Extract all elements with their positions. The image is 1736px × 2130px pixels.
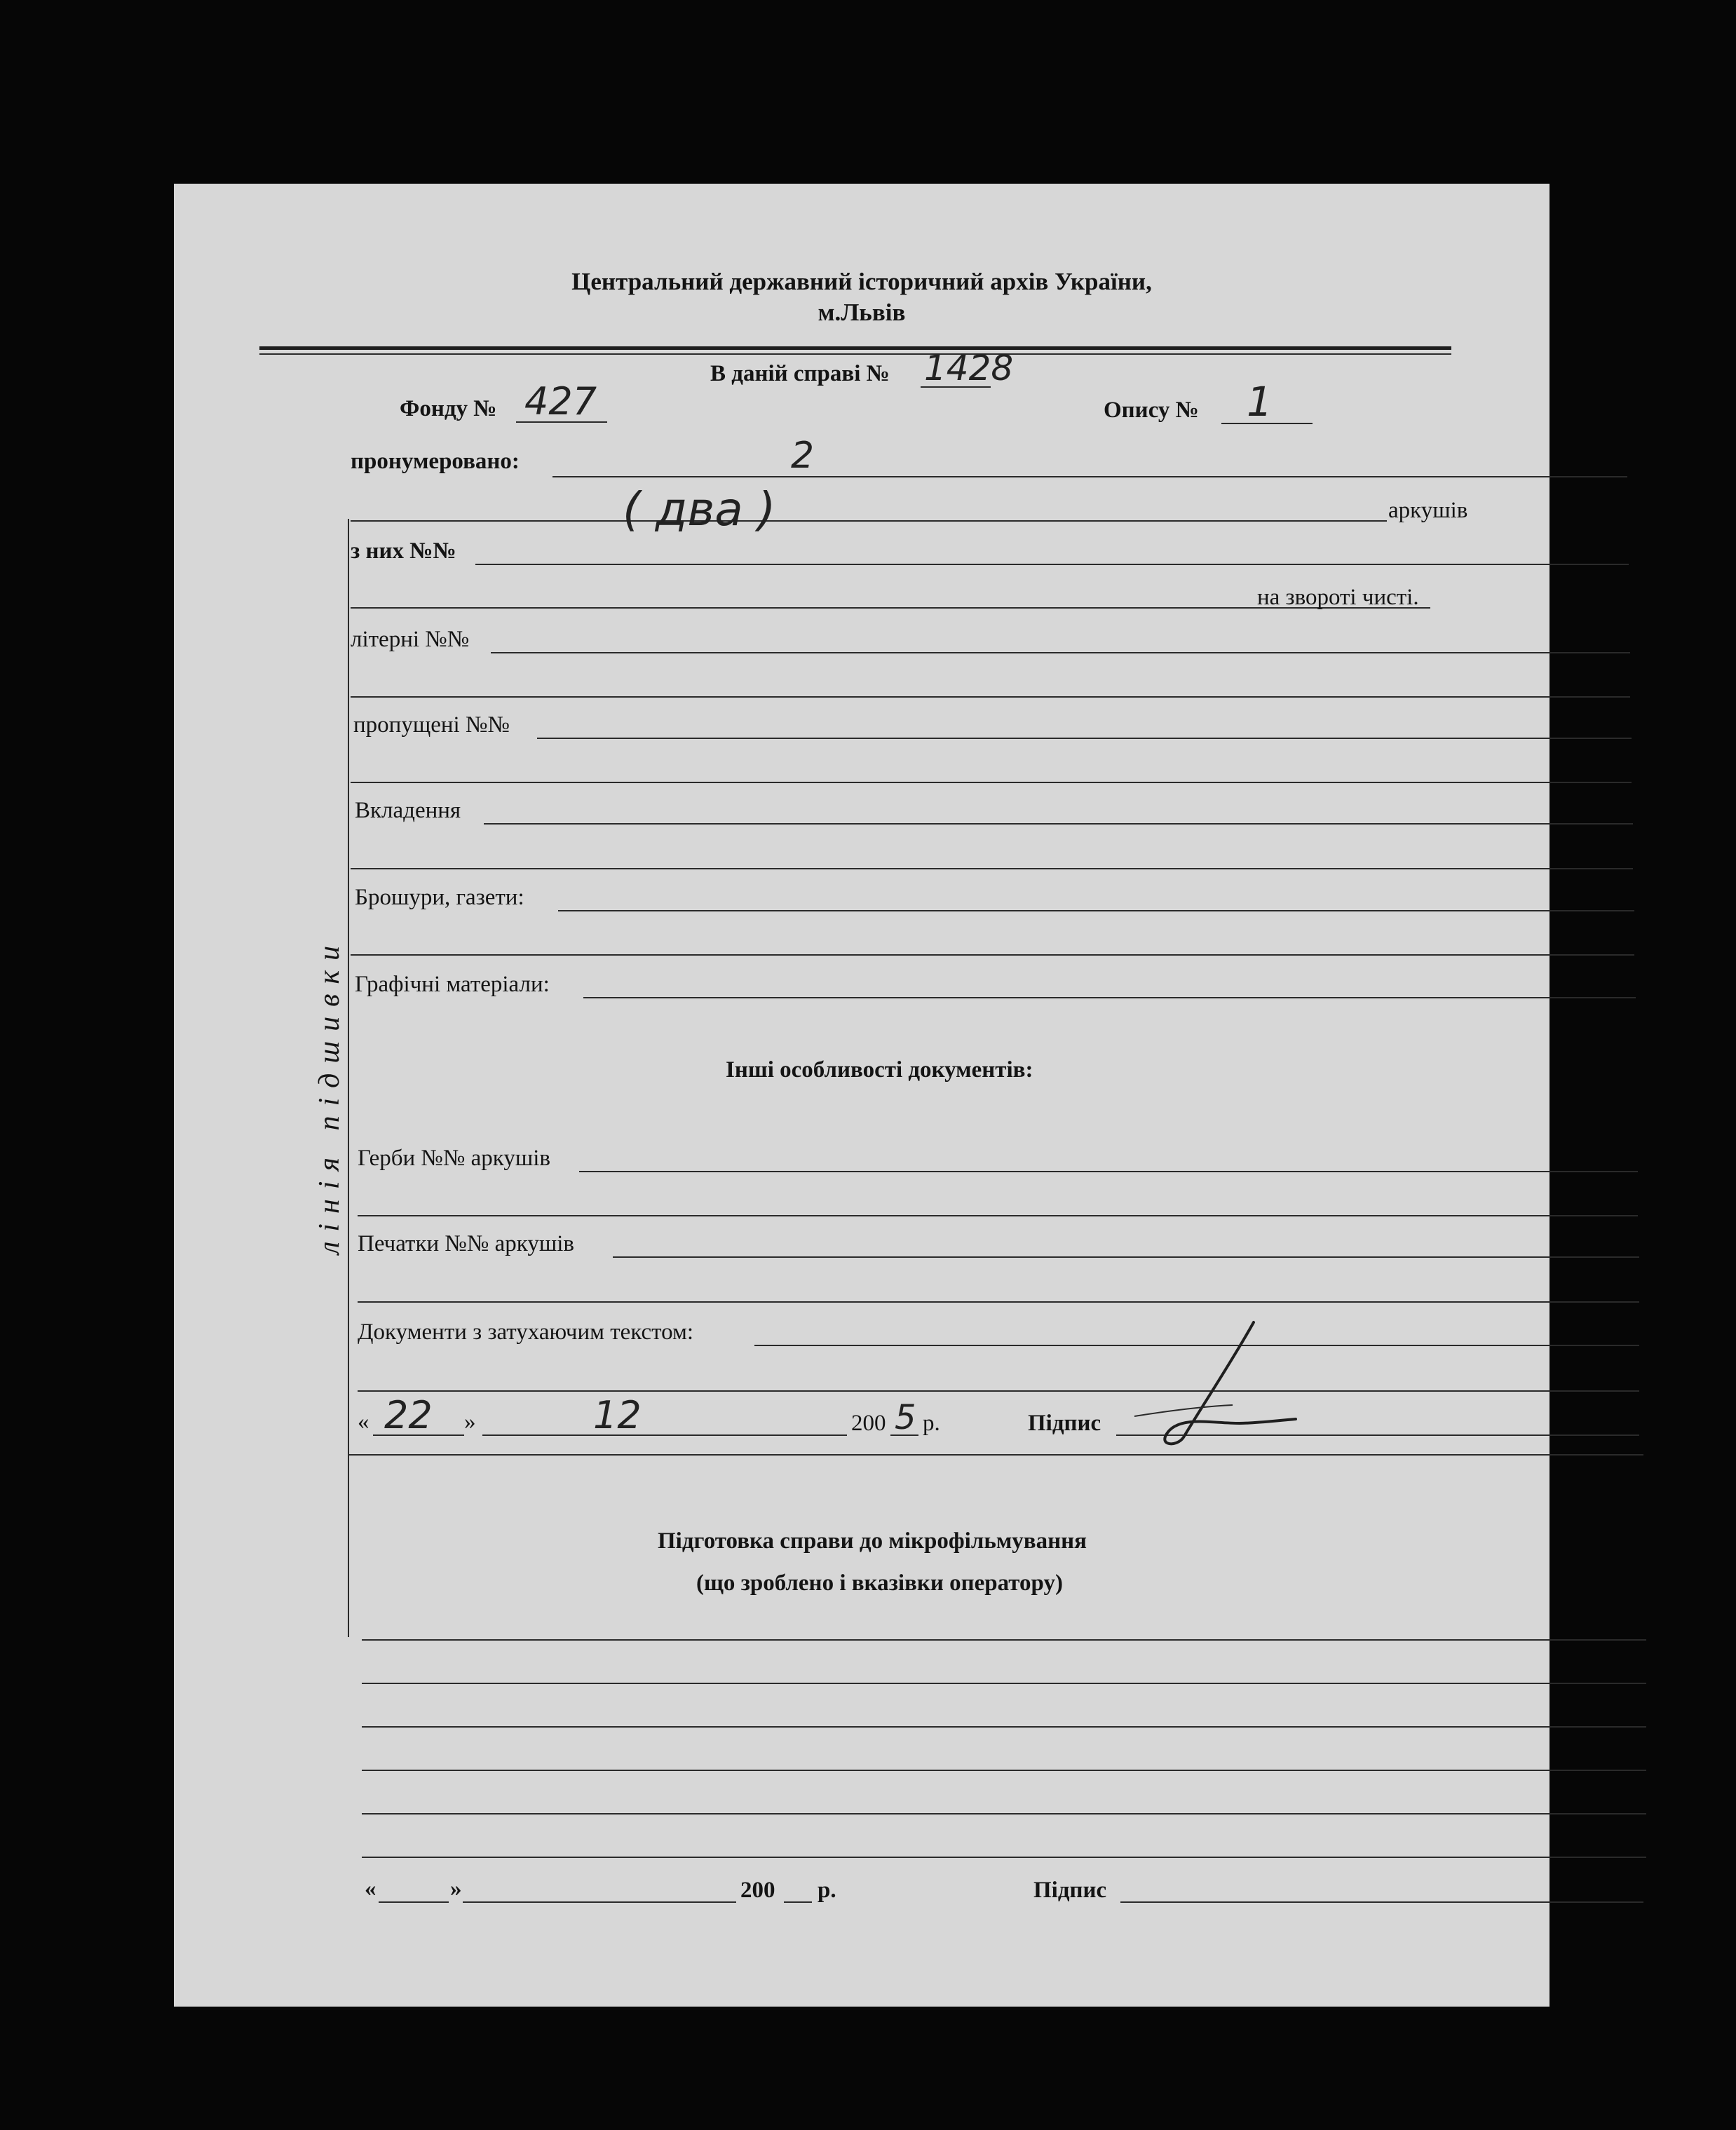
letter-numbers-line [491, 652, 1630, 653]
microfilm-line-2 [362, 1683, 1646, 1684]
microfilm-year-line [784, 1901, 812, 1903]
numbered-words-line [351, 520, 1387, 522]
microfilm-line-5 [362, 1813, 1646, 1814]
date-close-quote: » [464, 1409, 476, 1434]
seals-line [613, 1256, 1639, 1258]
date-year-suffix: р. [923, 1411, 940, 1436]
microfilm-heading: Підготовка справи до мікрофільмування [658, 1528, 1087, 1554]
opys-label: Опису № [1104, 398, 1199, 423]
numbered-count-handwritten: 2 [791, 435, 815, 477]
seals-line-2 [358, 1301, 1639, 1303]
microfilm-subheading: (що зроблено і вказівки оператору) [696, 1571, 1063, 1596]
numbered-label: пронумеровано: [351, 449, 520, 474]
date-year-handwritten: 5 [895, 1398, 916, 1437]
missing-numbers-line-2 [351, 782, 1632, 783]
missing-numbers-line [537, 738, 1632, 739]
microfilm-signature-label: Підпис [1033, 1878, 1107, 1903]
enclosures-line [484, 823, 1633, 825]
microfilm-line-3 [362, 1726, 1646, 1728]
header-rule-thick [259, 346, 1451, 350]
brochures-line-2 [351, 954, 1634, 956]
enclosures-line-2 [351, 868, 1633, 869]
brochures-line [558, 910, 1634, 911]
numbered-words-handwritten: ( два ) [623, 482, 776, 536]
date-month-handwritten: 12 [593, 1393, 642, 1437]
seals-label: Печатки №№ аркушів [358, 1231, 575, 1256]
numbered-line [552, 476, 1627, 477]
of-them-label: з них №№ [351, 538, 456, 564]
date-year-prefix: 200 [851, 1411, 886, 1436]
microfilm-date-close-quote: » [450, 1876, 462, 1901]
microfilm-year-suffix: р. [818, 1878, 836, 1903]
signature-label: Підпис [1028, 1411, 1101, 1436]
graphics-label: Графічні матеріали: [355, 972, 550, 997]
section-divider [348, 1454, 1643, 1456]
binding-margin-line [348, 519, 349, 1637]
microfilm-date-day-line [379, 1901, 449, 1903]
microfilm-line-1 [362, 1639, 1646, 1641]
date-day-handwritten: 22 [384, 1393, 433, 1437]
handwritten-signature [1127, 1318, 1310, 1451]
date-open-quote: « [358, 1409, 369, 1434]
microfilm-line-6 [362, 1857, 1646, 1858]
microfilm-date-month-line [463, 1901, 736, 1903]
microfilm-year-prefix: 200 [740, 1878, 775, 1903]
faded-text-line-2 [358, 1390, 1639, 1392]
fond-number-handwritten: 427 [524, 379, 597, 423]
missing-numbers-label: пропущені №№ [353, 712, 510, 738]
binding-line-label: лінія підшивки [313, 936, 346, 1255]
date-month-line [482, 1434, 847, 1436]
brochures-label: Брошури, газети: [355, 885, 524, 910]
case-label: В даній справі № [710, 361, 890, 386]
archive-name-line1: Центральний державний історичний архів України, [571, 268, 1152, 295]
blank-back-label: на звороті чисті. [1257, 585, 1419, 610]
coats-label: Герби №№ аркушів [358, 1146, 551, 1171]
sheets-label: аркушів [1388, 498, 1468, 523]
microfilm-line-4 [362, 1770, 1646, 1771]
opys-number-handwritten: 1 [1247, 378, 1273, 426]
faded-text-label: Документи з затухаючим текстом: [358, 1320, 694, 1345]
archive-city: м.Львів [818, 299, 906, 326]
other-features-heading: Інші особливості документів: [726, 1057, 1033, 1083]
coats-line [579, 1171, 1638, 1172]
microfilm-signature-line [1120, 1901, 1643, 1903]
of-them-line [475, 564, 1629, 565]
letter-numbers-line-2 [351, 696, 1630, 698]
case-number-handwritten: 1428 [924, 348, 1014, 388]
header-rule-thin [259, 353, 1451, 355]
enclosures-label: Вкладення [355, 798, 461, 823]
graphics-line [583, 997, 1636, 998]
microfilm-date-open-quote: « [365, 1876, 377, 1901]
letter-numbers-label: літерні №№ [351, 627, 470, 652]
coats-line-2 [358, 1215, 1638, 1216]
fond-label: Фонду № [400, 396, 497, 421]
archive-form-sheet [174, 184, 1549, 2007]
